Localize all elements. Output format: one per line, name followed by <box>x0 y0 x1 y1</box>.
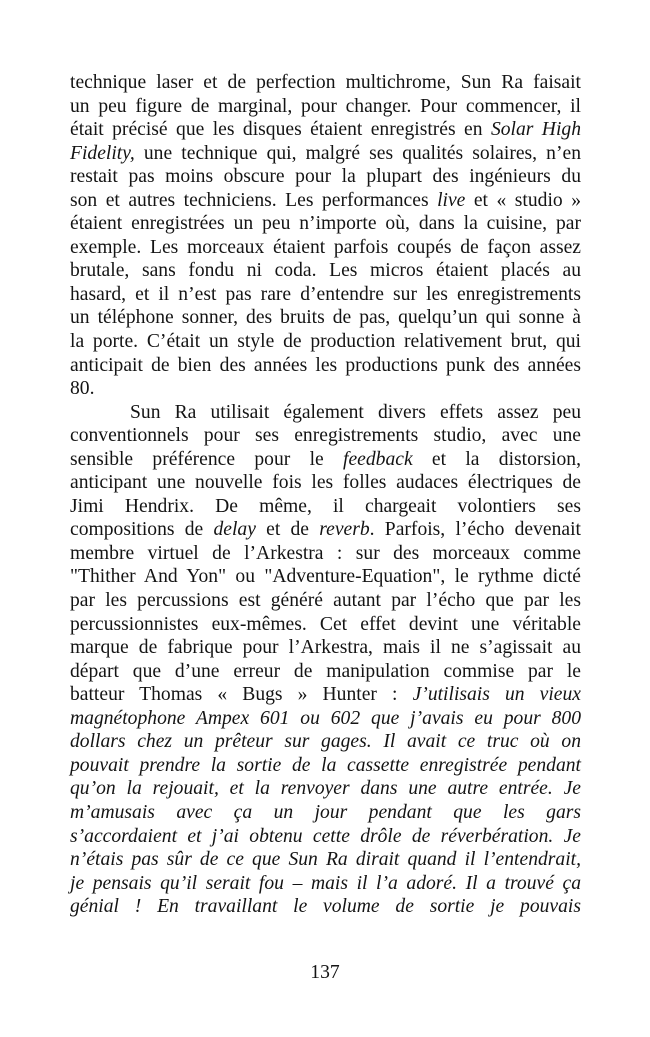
text-line <box>70 518 581 542</box>
text-segment: Sun Ra utilisait également divers effets assez peu <box>130 401 581 423</box>
text-segment: était précisé que les disques étaient enregistrés en <box>70 119 491 141</box>
text-line <box>70 118 581 142</box>
text-line <box>70 448 581 472</box>
text-segment: et de <box>255 519 320 541</box>
text-line <box>70 754 581 778</box>
text-line <box>70 401 581 425</box>
text-segment: un téléphone sonner, des bruits de pas, quelqu’un qui sonne à <box>70 307 581 329</box>
text-segment: une technique qui, malgré ses qualités solaires, n’en <box>134 142 581 164</box>
text-line <box>70 542 581 566</box>
text-line <box>70 730 581 754</box>
text-line <box>70 777 581 801</box>
text-line <box>70 495 581 519</box>
italic-text: feedback <box>343 448 413 470</box>
text-segment: membre virtuel de l’Arkestra : sur des morceaux comme <box>70 542 581 564</box>
text-line <box>70 354 581 378</box>
text-segment: exemple. Les morceaux étaient parfois coupés de façon assez <box>70 236 581 258</box>
text-line <box>70 636 581 660</box>
italic-text: reverb <box>319 519 370 541</box>
text-segment: brutale, sans fondu ni coda. Les micros étaient placés au <box>70 260 581 282</box>
text-segment: hasard, et il n’est pas rare d’entendre sur les enregistrements <box>70 283 581 305</box>
body-text <box>70 71 581 919</box>
text-segment: marque de fabrique pour l’Arkestra, mais il ne s’agissait au <box>70 637 581 659</box>
text-line <box>70 165 581 189</box>
paragraph <box>70 71 581 401</box>
italic-text: magnétophone Ampex 601 ou 602 que j’avais eu pour 800 <box>70 707 581 729</box>
text-segment: 80. <box>70 378 95 400</box>
text-segment: conventionnels pour ses enregistrements studio, avec une <box>70 425 581 447</box>
text-segment: et « studio » <box>465 189 581 211</box>
italic-text: dollars chez un prêteur sur gages. Il avait ce truc où on <box>70 731 581 753</box>
italic-text: qu’on la rejouait, et la renvoyer dans une autre entrée. Je <box>70 778 581 800</box>
text-line <box>70 142 581 166</box>
text-segment: la porte. C’était un style de production relativement brut, qui <box>70 331 581 353</box>
text-line <box>70 801 581 825</box>
text-segment: anticipant une nouvelle fois les folles audaces électriques de <box>70 472 581 494</box>
text-line <box>70 424 581 448</box>
text-line <box>70 71 581 95</box>
text-segment: technique laser et de perfection multichrome, Sun Ra faisait <box>70 72 581 93</box>
text-line <box>70 212 581 236</box>
text-segment: "Thither And Yon" ou "Adventure-Equation", le rythme dicté <box>70 566 581 588</box>
text-segment: restait pas moins obscure pour la plupart des ingénieurs du <box>70 166 581 188</box>
text-segment: par les percussions est généré autant par l’écho que par les <box>70 590 581 612</box>
text-segment: batteur Thomas « Bugs » Hunter : <box>70 684 413 706</box>
text-line <box>70 189 581 213</box>
text-line <box>70 895 581 919</box>
text-segment: et la distorsion, <box>412 448 581 470</box>
text-line <box>70 306 581 330</box>
italic-text: génial ! En travaillant le volume de sortie je pouvais <box>70 896 581 918</box>
text-line <box>70 259 581 283</box>
italic-text: Fidelity, <box>70 142 135 164</box>
text-line <box>70 707 581 731</box>
text-line <box>70 825 581 849</box>
text-line <box>70 95 581 119</box>
text-line <box>70 683 581 707</box>
text-line <box>70 283 581 307</box>
italic-text: J’utilisais un vieux <box>412 684 581 706</box>
italic-text: n’étais pas sûr de ce que Sun Ra dirait quand il l’entendrait, <box>70 849 581 871</box>
text-segment: percussionnistes eux-mêmes. Cet effet devint une véritable <box>70 613 581 635</box>
text-line <box>70 613 581 637</box>
text-line <box>70 872 581 896</box>
italic-text: delay <box>213 519 256 541</box>
text-segment: compositions de <box>70 519 214 541</box>
text-line <box>70 330 581 354</box>
italic-text: s’accordaient et j’ai obtenu cette drôle de réverbération. Je <box>70 825 581 847</box>
text-segment: départ que d’une erreur de manipulation commise par le <box>70 660 581 682</box>
text-line <box>70 471 581 495</box>
text-segment: étaient enregistrées un peu n’importe où, dans la cuisine, par <box>70 213 581 235</box>
text-line <box>70 565 581 589</box>
text-segment: anticipait de bien des années les productions punk des années <box>70 354 581 376</box>
paragraph <box>70 401 581 919</box>
italic-text: m’amusais avec ça un jour pendant que les gars <box>70 801 581 823</box>
text-segment: . Parfois, l’écho devenait <box>369 519 581 541</box>
text-segment: sensible préférence pour le <box>70 448 344 470</box>
italic-text: je pensais qu’il serait fou – mais il l’a adoré. Il a trouvé ça <box>70 872 581 894</box>
text-line <box>70 589 581 613</box>
text-line <box>70 848 581 872</box>
italic-text: live <box>437 189 466 211</box>
text-segment: son et autres techniciens. Les performances <box>70 189 438 211</box>
text-segment: un peu figure de marginal, pour changer. Pour commencer, il <box>70 95 581 117</box>
text-line <box>70 377 581 401</box>
text-segment: Jimi Hendrix. De même, il chargeait volontiers ses <box>70 495 581 517</box>
text-line <box>70 236 581 260</box>
text-line <box>70 660 581 684</box>
page-number: 137 <box>310 962 340 983</box>
italic-text: Solar High <box>490 119 581 141</box>
italic-text: pouvait prendre la sortie de la cassette enregistrée pendant <box>70 754 581 776</box>
